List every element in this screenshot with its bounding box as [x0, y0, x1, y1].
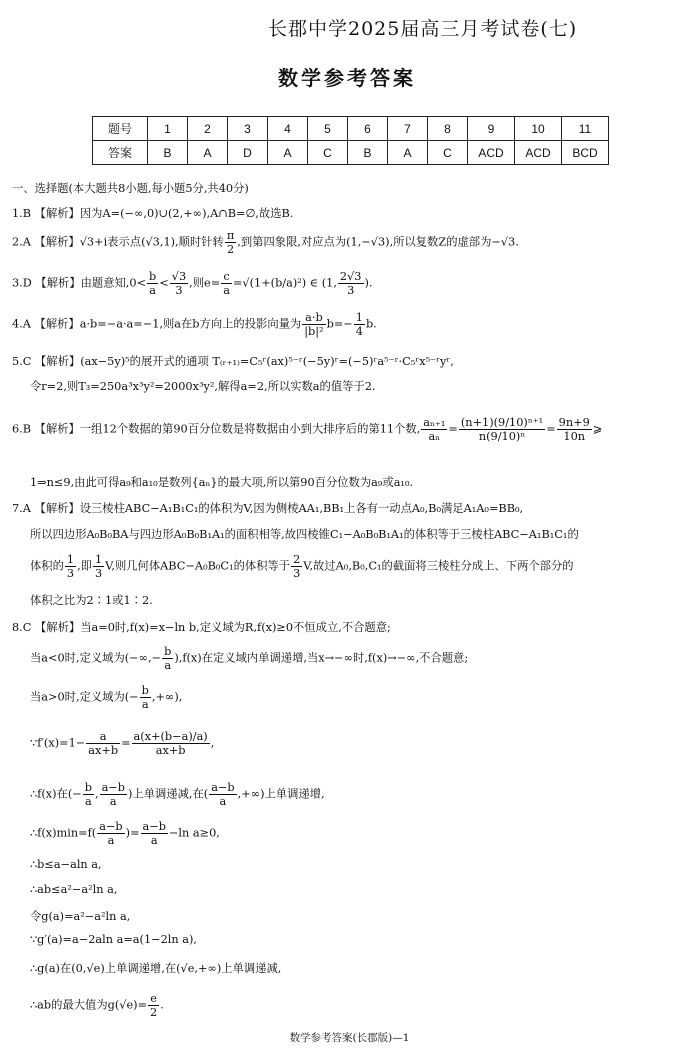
solution-q6-line1 — [12, 416, 602, 443]
fraction — [291, 553, 302, 580]
numerator: c — [223, 270, 230, 283]
denominator: a — [162, 658, 173, 672]
table-cell: 1 — [148, 117, 188, 141]
solution-q8-line9: 令g(a)=a²−a²ln a, — [30, 910, 131, 923]
fraction — [93, 553, 104, 580]
fraction — [65, 553, 76, 580]
text-run: 4.A 【解析】a·b=−a·a=−1,则a在b方向上的投影向量为 — [12, 317, 302, 331]
text-run: 6.B 【解析】一组12个数据的第90百分位数是将数据由小到大排序后的第11个数, — [12, 422, 421, 436]
text-run: ),f(x)在定义域内单调递增,当x→−∞时,f(x)→−∞,不合题意; — [174, 651, 469, 665]
table-cell: ACD — [468, 141, 515, 165]
table-cell: ACD — [515, 141, 562, 165]
text-run: ). — [364, 276, 373, 290]
text-run: 当a<0时,定义域为(−∞,− — [30, 651, 162, 665]
table-cell: 5 — [308, 117, 348, 141]
denominator: 10n — [557, 429, 592, 443]
answer-row — [93, 141, 609, 165]
text-run: b=− — [326, 317, 353, 331]
denominator: n(9/10)ⁿ — [459, 429, 545, 443]
numerator: 1 — [94, 553, 103, 566]
question-number-row — [93, 117, 609, 141]
fraction — [225, 229, 236, 256]
solution-q6-line2: 1⇒n≤9,由此可得a₉和a₁₀是数列{aₙ}的最大项,所以第90百分位数为a₉或a₁₀. — [30, 476, 414, 489]
table-cell: 2 — [188, 117, 228, 141]
text-run: 2.A 【解析】√3+i表示点(√3,1),顺时针转 — [12, 235, 224, 249]
fraction — [147, 270, 158, 297]
numerator: 2 — [293, 553, 301, 566]
fraction — [354, 311, 365, 338]
solution-q5-line1: 5.C 【解析】(ax−5y)⁵的展开式的通项 T₍ᵣ₊₁₎=C₅ʳ(ax)⁵⁻ʳ(−5y)ʳ=(−5)ʳa⁵⁻ʳ·C₅ʳx⁵⁻ʳyʳ, — [12, 355, 454, 368]
denominator: aₙ — [421, 429, 447, 443]
fraction — [170, 270, 188, 297]
text-run: V,则几何体ABC−A₀B₀C₁的体积等于 — [105, 559, 291, 573]
denominator: 2 — [150, 1005, 158, 1019]
solution-q8-line5 — [30, 781, 325, 808]
numerator: π — [226, 229, 235, 242]
solution-q8-line2 — [30, 645, 468, 672]
fraction — [100, 781, 127, 808]
solution-q7-line3 — [30, 553, 574, 580]
text-run: ⩾ — [592, 422, 603, 436]
solution-q1: 1.B 【解析】因为A=(−∞,0)∪(2,+∞),A∩B=∅,故选B. — [12, 207, 294, 220]
solution-q8-line12 — [30, 992, 164, 1019]
denominator: a — [147, 283, 158, 297]
text-run: ,则e= — [189, 276, 221, 290]
text-run: )= — [125, 826, 140, 840]
document-title: 长郡中学2025届高三月考试卷(七) — [268, 18, 578, 40]
solution-q8-line4 — [30, 730, 214, 757]
text-run: 体积的 — [30, 559, 64, 573]
text-run: ,到第四象限,对应点为(1,−√3),所以复数Z的虚部为−√3. — [237, 235, 519, 249]
row-label: 答案 — [93, 141, 148, 165]
numerator: 1 — [355, 311, 363, 324]
table-cell: C — [428, 141, 468, 165]
fraction — [148, 992, 159, 1019]
answer-key-title: 数学参考答案 — [278, 66, 416, 90]
denominator: 3 — [338, 283, 364, 297]
denominator: 2 — [225, 242, 236, 256]
table-cell: 4 — [268, 117, 308, 141]
numerator: aₙ₊₁ — [423, 416, 446, 429]
table-cell: 6 — [348, 117, 388, 141]
solution-q3 — [12, 270, 373, 297]
solution-q7-line1: 7.A 【解析】设三棱柱ABC−A₁B₁C₁的体积为V,因为侧棱AA₁,BB₁上各有一动点A₀,B₀满足A₁A₀=BB₀, — [12, 502, 524, 515]
table-cell: 3 — [228, 117, 268, 141]
solution-q8-line8: ∴ab≤a²−a²ln a, — [30, 883, 118, 896]
fraction — [86, 730, 120, 757]
text-run: b. — [365, 317, 377, 331]
denominator: 3 — [293, 566, 301, 580]
solution-q8-line11: ∴g(a)在(0,√e)上单调递增,在(√e,+∞)上单调递减, — [30, 962, 282, 975]
numerator: b — [84, 781, 92, 794]
denominator: a — [141, 833, 168, 847]
text-run: 3.D 【解析】由题意知,0< — [12, 276, 147, 290]
denominator: a — [209, 794, 236, 808]
text-run: , — [94, 787, 99, 801]
table-cell: 10 — [515, 117, 562, 141]
fraction — [557, 416, 592, 443]
fraction — [97, 820, 124, 847]
numerator: (n+1)(9/10)ⁿ⁺¹ — [460, 416, 544, 429]
solution-q8-line3 — [30, 684, 182, 711]
solution-q8-line7: ∴b≤a−aln a, — [30, 858, 102, 871]
numerator: b — [149, 270, 157, 283]
fraction — [209, 781, 236, 808]
solution-q7-line2: 所以四边形A₀B₀BA与四边形A₀B₀B₁A₁的面积相等,故四棱锥C₁−A₀B₀B₁A₁的体积等于三棱柱ABC−A₁B₁C₁的 — [30, 528, 579, 541]
solution-q2 — [12, 229, 519, 256]
answer-table — [92, 116, 609, 165]
text-run: , — [210, 736, 215, 750]
text-run: = — [121, 736, 131, 750]
solution-q4 — [12, 311, 377, 338]
denominator: a — [83, 794, 94, 808]
numerator: b — [141, 684, 149, 697]
solution-q8-line6 — [30, 820, 220, 847]
numerator: a·b — [305, 311, 323, 324]
fraction — [459, 416, 545, 443]
table-cell: B — [148, 141, 188, 165]
table-cell: 9 — [468, 117, 515, 141]
denominator: a — [223, 283, 230, 297]
text-run: = — [546, 422, 556, 436]
fraction — [83, 781, 94, 808]
numerator: a−b — [99, 820, 123, 833]
table-cell: A — [388, 141, 428, 165]
solution-q7-line4: 体积之比为2∶1或1∶2. — [30, 594, 153, 607]
table-cell: 8 — [428, 117, 468, 141]
numerator: a−b — [101, 781, 125, 794]
denominator: 3 — [66, 566, 75, 580]
table-cell: BCD — [562, 141, 609, 165]
text-run: V,故过A₀,B₀,C₁的截面将三棱柱分成上、下两个部分的 — [303, 559, 574, 573]
table-cell: D — [228, 141, 268, 165]
text-run: ∵f′(x)=1− — [30, 736, 86, 750]
text-run: < — [159, 276, 169, 290]
solution-q5-line2: 令r=2,则T₃=250a³x³y²=2000x³y²,解得a=2,所以实数a的值等于2. — [30, 380, 376, 393]
table-cell: B — [348, 141, 388, 165]
numerator: 1 — [66, 553, 75, 566]
fraction — [140, 684, 151, 711]
text-run: ,即 — [77, 559, 92, 573]
table-cell: 11 — [562, 117, 609, 141]
page-footer: 数学参考答案(长郡版)—1 — [289, 1032, 410, 1044]
text-run: ∴ab的最大值为g(√e)= — [30, 998, 148, 1012]
text-run: ∴f(x)在(− — [30, 787, 82, 801]
denominator: 3 — [170, 283, 188, 297]
numerator: b — [164, 645, 172, 658]
numerator: a(x+(b−a)/a) — [133, 730, 208, 743]
numerator: a−b — [142, 820, 166, 833]
text-run: 当a>0时,定义域为(− — [30, 690, 139, 704]
numerator: 2√3 — [339, 270, 362, 283]
denominator: a — [140, 697, 151, 711]
table-cell: C — [308, 141, 348, 165]
text-run: −ln a≥0, — [168, 826, 220, 840]
fraction — [302, 311, 325, 338]
numerator: a−b — [211, 781, 235, 794]
numerator: a — [99, 730, 107, 743]
text-run: ,+∞)上单调递增, — [237, 787, 325, 801]
table-cell: A — [268, 141, 308, 165]
numerator: √3 — [171, 270, 187, 283]
denominator: ax+b — [132, 743, 210, 757]
row-label: 题号 — [93, 117, 148, 141]
fraction — [221, 270, 232, 297]
section-heading: 一、选择题(本大题共8小题,每小题5分,共40分) — [12, 182, 249, 195]
fraction — [338, 270, 364, 297]
table-cell: 7 — [388, 117, 428, 141]
table-cell: A — [188, 141, 228, 165]
fraction — [141, 820, 168, 847]
denominator: a — [97, 833, 124, 847]
denominator: a — [100, 794, 127, 808]
fraction — [421, 416, 447, 443]
fraction — [162, 645, 173, 672]
text-run: )上单调递减,在( — [128, 787, 209, 801]
text-run: =√(1+(b/a)²) ∈ (1, — [232, 276, 337, 290]
denominator: 4 — [355, 324, 363, 338]
denominator: |b|² — [304, 324, 324, 338]
text-run: ∴f(x)min=f( — [30, 826, 97, 840]
text-run: ,+∞), — [151, 690, 183, 704]
denominator: ax+b — [88, 743, 119, 757]
denominator: 3 — [94, 566, 103, 580]
solution-q8-line1: 8.C 【解析】当a=0时,f(x)=x−ln b,定义域为R,f(x)≥0不恒成立,不合题意; — [12, 621, 391, 634]
text-run: . — [160, 998, 164, 1012]
numerator: 9n+9 — [558, 416, 590, 429]
solution-q8-line10: ∵g′(a)=a−2aln a=a(1−2ln a), — [30, 933, 197, 946]
fraction — [132, 730, 210, 757]
text-run: = — [448, 422, 458, 436]
numerator: e — [150, 992, 157, 1005]
